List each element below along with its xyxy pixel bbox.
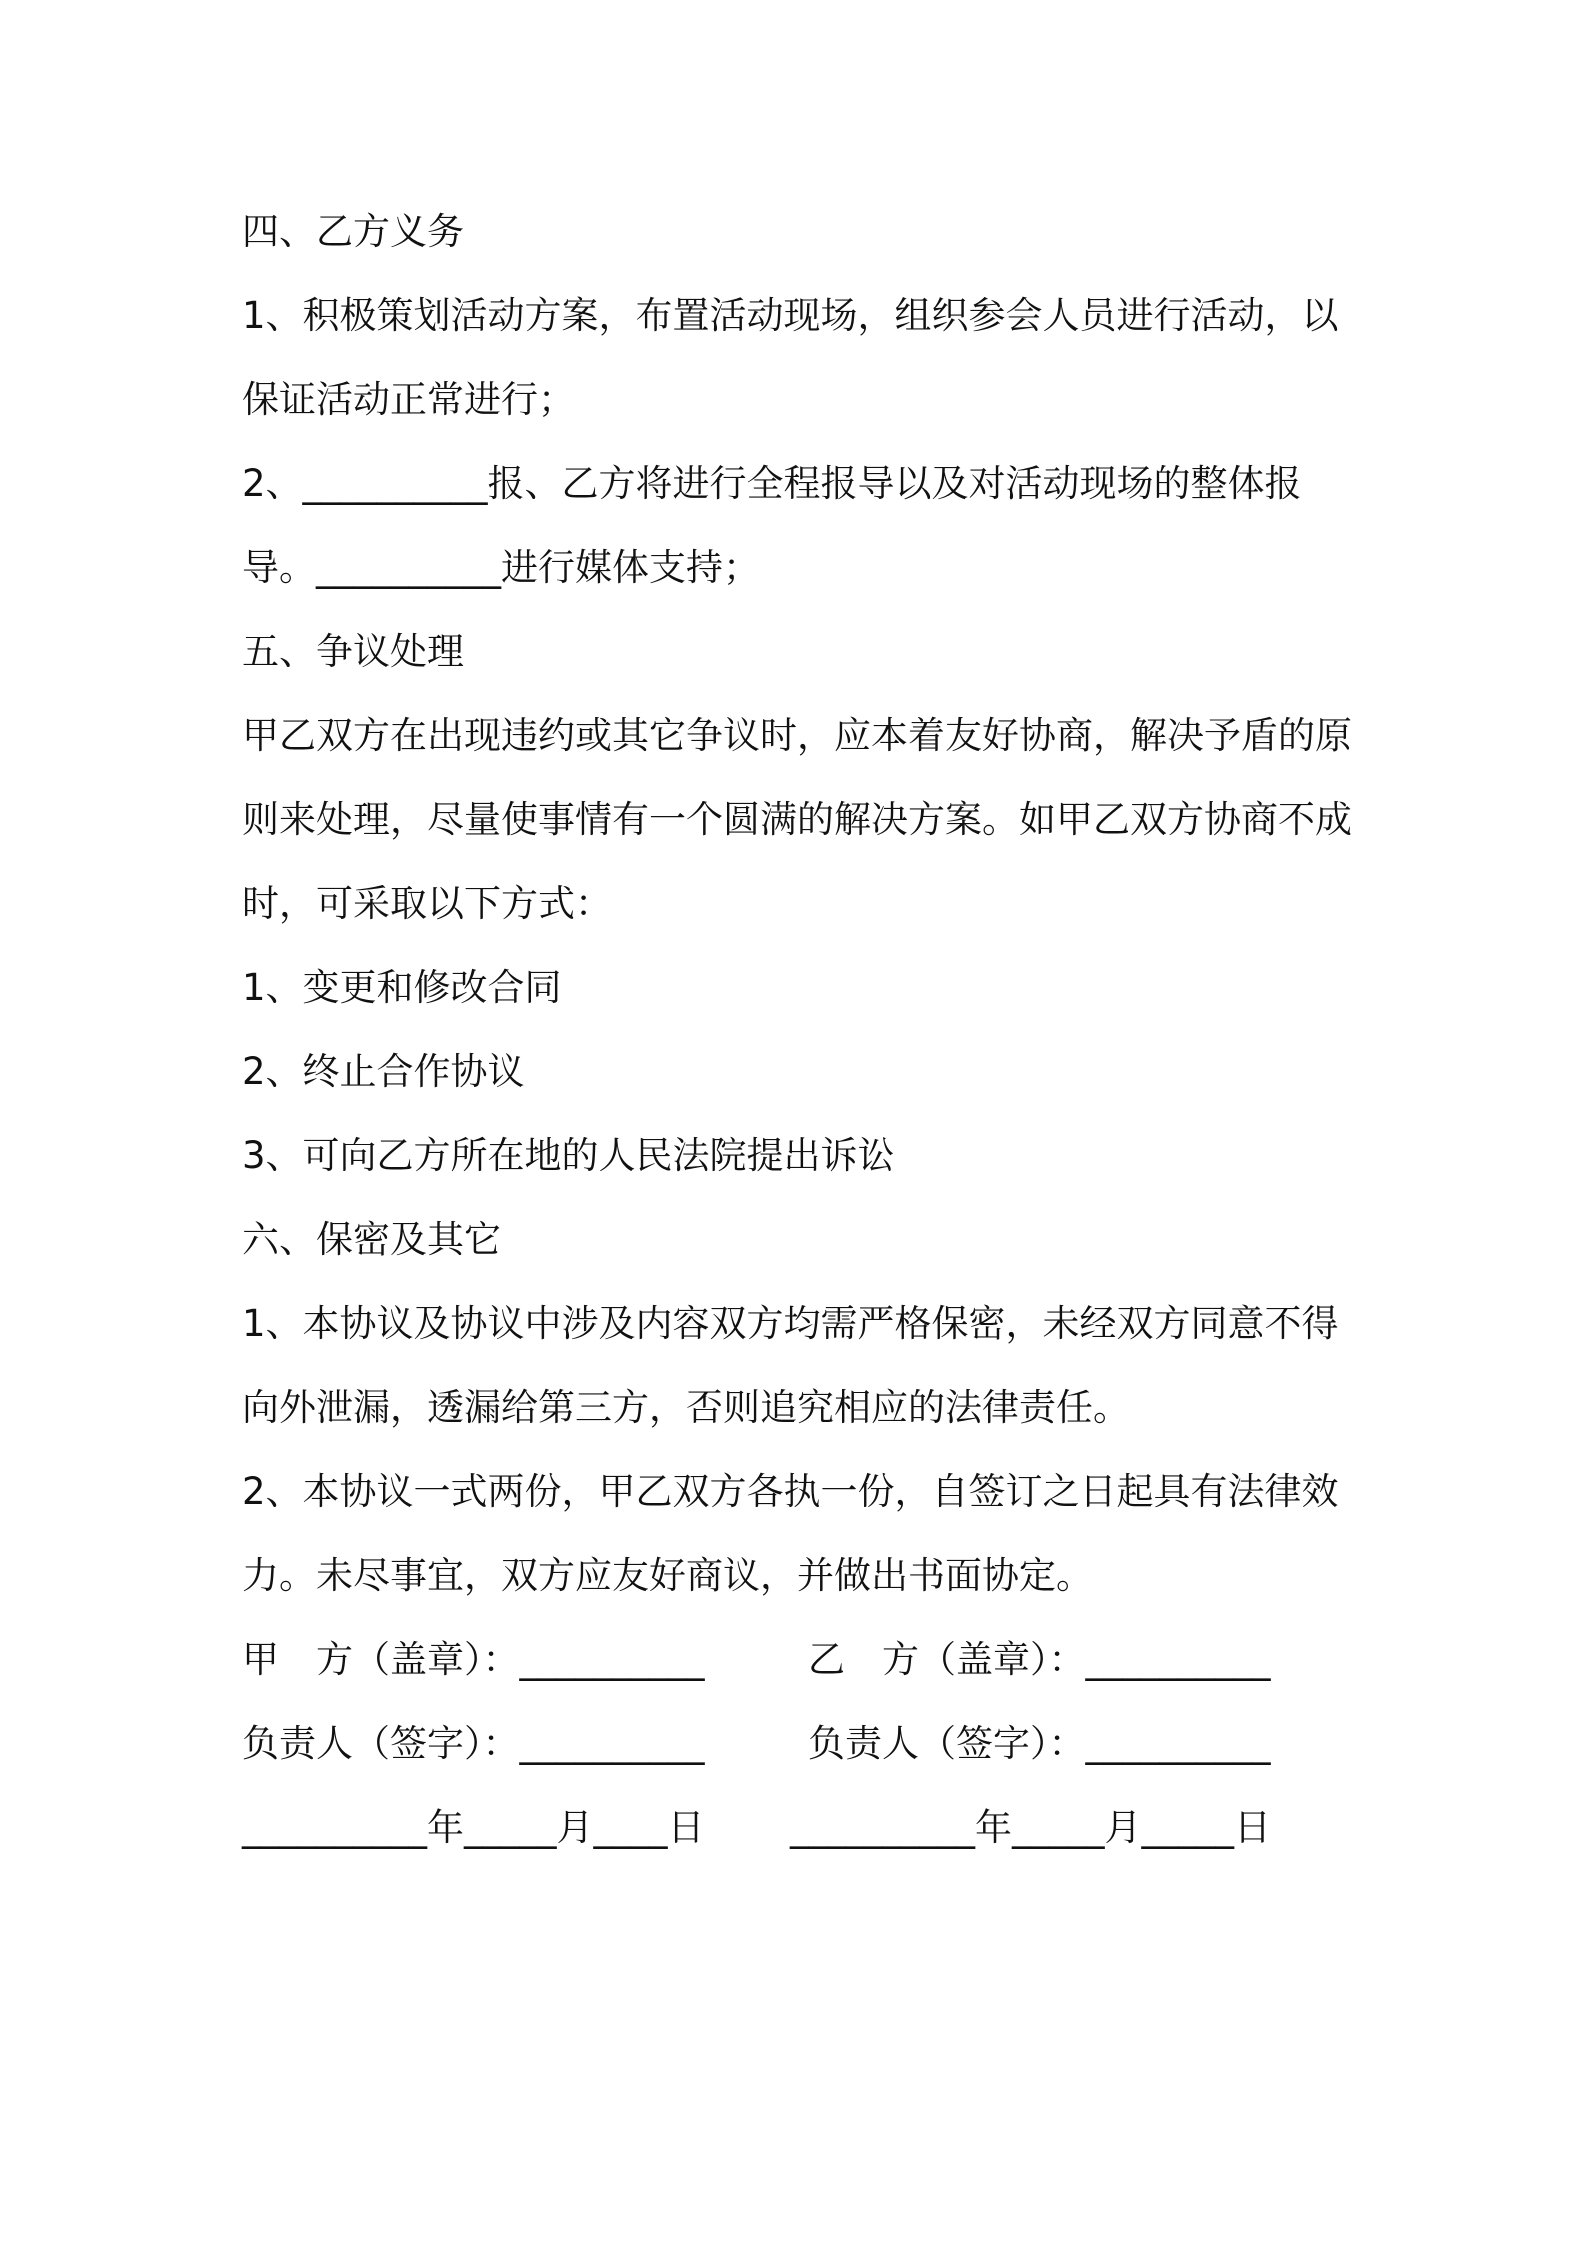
section-4-item-2-line-2: 导。__________进行媒体支持； (242, 546, 760, 589)
party-b-signature: 负责人（签字）：__________ (808, 1722, 1271, 1765)
section-5-paragraph-line-2: 则来处理，尽量使事情有一个圆满的解决方案。如甲乙双方协商不成 (242, 798, 1352, 841)
section-5-item-2: 2、终止合作协议 (242, 1050, 525, 1093)
section-4-item-1-line-1: 1、积极策划活动方案，布置活动现场，组织参会人员进行活动，以 (242, 294, 1339, 337)
section-5-item-1: 1、变更和修改合同 (242, 966, 562, 1009)
date-row (242, 1786, 1362, 1870)
section-6-heading: 六、保密及其它 (242, 1218, 501, 1261)
section-5-paragraph-line-1: 甲乙双方在出现违约或其它争议时，应本着友好协商，解决予盾的原 (242, 714, 1352, 757)
section-6-item-2-line-1: 2、本协议一式两份，甲乙双方各执一份，自签订之日起具有法律效 (242, 1470, 1339, 1513)
party-a-signature: 负责人（签字）：__________ (242, 1722, 705, 1765)
signature-row (242, 1702, 1362, 1786)
party-b-date: __________年_____月_____日 (790, 1806, 1271, 1849)
party-a-seal: 甲 方（盖章）：__________ (242, 1638, 705, 1681)
section-5-heading: 五、争议处理 (242, 630, 464, 673)
section-4-item-1-line-2: 保证活动正常进行； (242, 378, 575, 421)
seal-row (242, 1618, 1362, 1702)
section-5-paragraph-line-3: 时，可采取以下方式： (242, 882, 612, 925)
party-b-seal: 乙 方（盖章）：__________ (808, 1638, 1271, 1681)
section-6-item-1-line-1: 1、本协议及协议中涉及内容双方均需严格保密，未经双方同意不得 (242, 1302, 1339, 1345)
section-4-item-2-line-1: 2、__________报、乙方将进行全程报导以及对活动现场的整体报 (242, 462, 1302, 505)
section-6-item-1-line-2: 向外泄漏，透漏给第三方，否则追究相应的法律责任。 (242, 1386, 1130, 1429)
document-content (242, 190, 1362, 1870)
section-6-item-2-line-2: 力。未尽事宜，双方应友好商议，并做出书面协定。 (242, 1554, 1093, 1597)
section-4-heading: 四、乙方义务 (242, 210, 464, 253)
section-5-item-3: 3、可向乙方所在地的人民法院提出诉讼 (242, 1134, 895, 1177)
party-a-date: __________年_____月____日 (242, 1806, 705, 1849)
